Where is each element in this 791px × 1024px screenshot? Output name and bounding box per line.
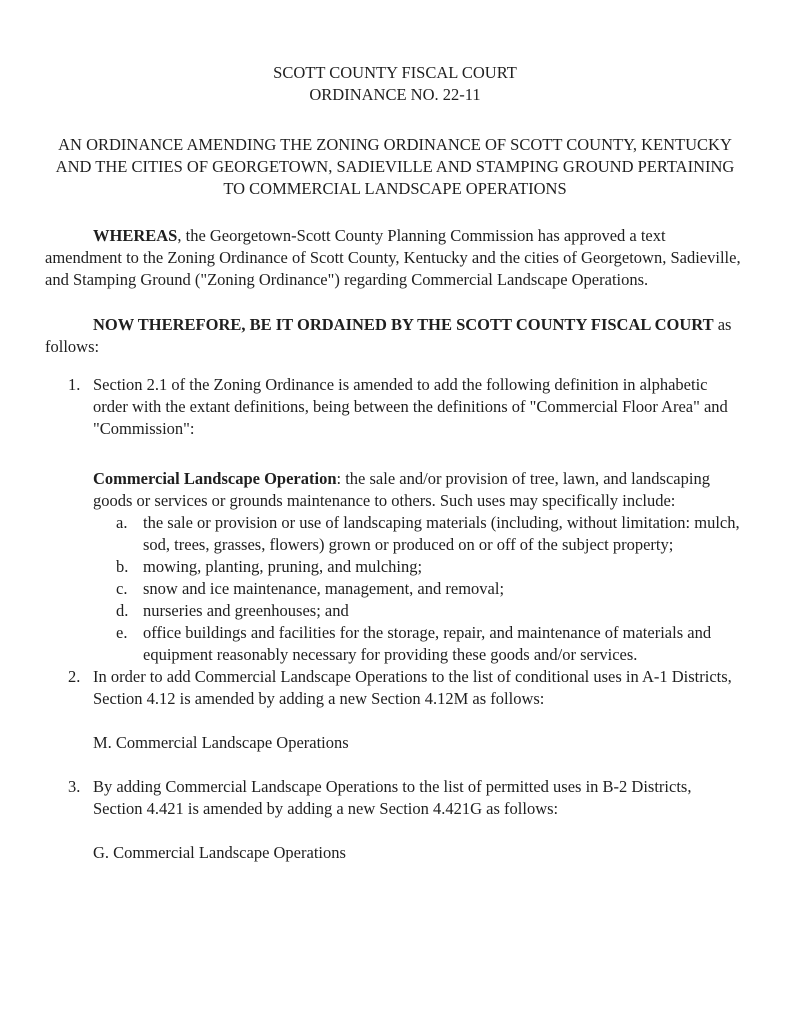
- sublist-item-a: [93, 512, 745, 556]
- list-item-1-body: [93, 374, 745, 666]
- therefore-keyword: NOW THEREFORE, BE IT ORDAINED BY THE SCOTT COUNTY FISCAL COURT: [93, 315, 714, 334]
- definition-paragraph: [93, 468, 745, 512]
- definition-term: Commercial Landscape Operation: [93, 469, 337, 488]
- therefore-text: as follows:: [45, 315, 732, 356]
- ordinance-heading: [45, 134, 745, 200]
- sublist-item-c: [93, 578, 745, 600]
- definition-sublist: [93, 512, 745, 666]
- section-4421g-line: G. Commercial Landscape Operations: [93, 843, 346, 862]
- ordinance-number: ORDINANCE NO. 22-11: [309, 85, 481, 104]
- whereas-text: , the Georgetown-Scott County Planning Commission has approved a text amendment to the Zoning Ordinance of Scott County, Kentucky and the cities of Georgetown, Sadieville, and Stamping Ground ("Zoning Ordinance") regarding Commercial Landscape Operations.: [45, 226, 741, 289]
- list-item-1-number: 1.: [68, 375, 81, 394]
- list-item-3-number: 3.: [68, 777, 81, 796]
- ordinance-heading-line: TO COMMERCIAL LANDSCAPE OPERATIONS: [223, 179, 567, 198]
- sublist-item-a-text: the sale or provision or use of landscaping materials (including, without limitation: mulch, sod, trees, grasses, flowers) grown or produced on or off of the subject property;: [143, 513, 740, 554]
- list-item-1-text: Section 2.1 of the Zoning Ordinance is amended to add the following definition in alphabetic order with the extant definitions, being between the definitions of "Commercial Floor Area" and "Commission":: [93, 375, 728, 438]
- list-item-2-body: [93, 666, 745, 754]
- sublist-item-e-letter: e.: [116, 623, 128, 642]
- sublist-item-c-letter: c.: [116, 579, 128, 598]
- sublist-item-d-text: nurseries and greenhouses; and: [143, 601, 349, 620]
- sublist-item-e-text: office buildings and facilities for the storage, repair, and maintenance of materials and equipment reasonably necessary for providing these goods and/or services.: [143, 623, 712, 664]
- whereas-keyword: WHEREAS: [93, 226, 178, 245]
- list-item-2: [45, 666, 745, 754]
- list-item-1: [45, 374, 745, 666]
- definition-text: : the sale and/or provision of tree, lawn, and landscaping goods or services or grounds maintenance to others. Such uses may specifically include:: [93, 469, 710, 510]
- court-name-title: SCOTT COUNTY FISCAL COURT: [273, 63, 517, 82]
- list-item-2-text: In order to add Commercial Landscape Operations to the list of conditional uses in A-1 Districts, Section 4.12 is amended by adding a new Section 4.12M as follows:: [93, 667, 732, 708]
- whereas-paragraph: [45, 225, 745, 291]
- sublist-item-c-text: snow and ice maintenance, management, and removal;: [143, 579, 505, 598]
- document-title-block: [45, 62, 745, 106]
- ordinance-heading-line: AN ORDINANCE AMENDING THE ZONING ORDINANCE OF SCOTT COUNTY, KENTUCKY: [58, 135, 732, 154]
- sublist-item-b: [93, 556, 745, 578]
- sublist-item-d-letter: d.: [116, 601, 129, 620]
- sublist-item-b-letter: b.: [116, 557, 129, 576]
- therefore-paragraph: [45, 314, 745, 358]
- list-item-2-number: 2.: [68, 667, 81, 686]
- sublist-item-d: [93, 600, 745, 622]
- ordinance-heading-line: AND THE CITIES OF GEORGETOWN, SADIEVILLE AND STAMPING GROUND PERTAINING: [55, 157, 735, 176]
- amendment-list: [45, 374, 745, 864]
- section-412m-line: M. Commercial Landscape Operations: [93, 733, 349, 752]
- list-item-3-text: By adding Commercial Landscape Operations to the list of permitted uses in B-2 Districts, Section 4.421 is amended by adding a new Section 4.421G as follows:: [93, 777, 692, 818]
- list-item-3: [45, 776, 745, 864]
- list-item-3-body: [93, 776, 745, 864]
- sublist-item-e: [93, 622, 745, 666]
- sublist-item-b-text: mowing, planting, pruning, and mulching;: [143, 557, 423, 576]
- sublist-item-a-letter: a.: [116, 513, 128, 532]
